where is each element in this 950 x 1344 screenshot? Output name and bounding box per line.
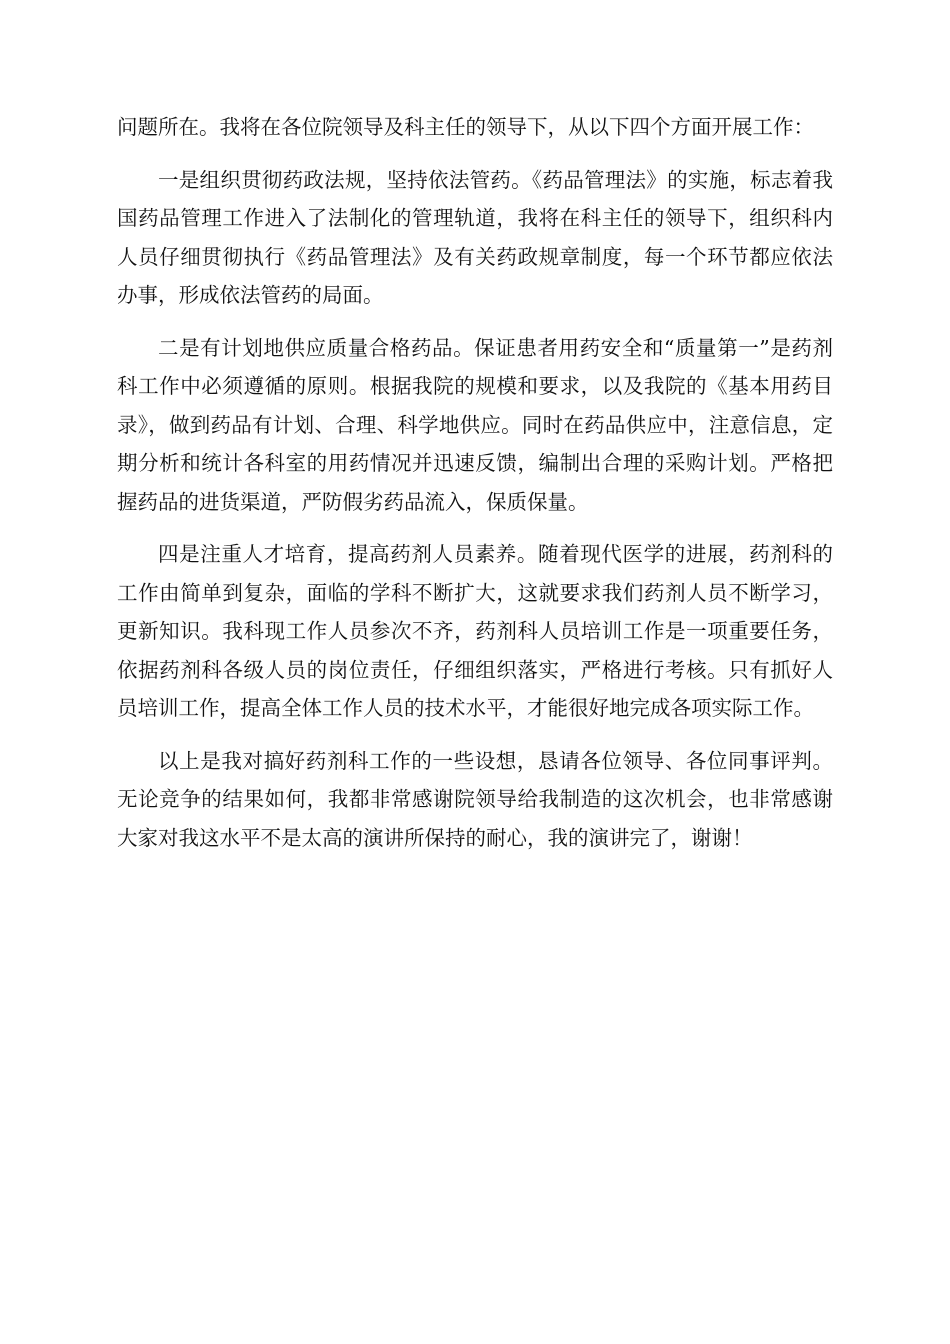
- paragraph-closing: 以上是我对搞好药剂科工作的一些设想，恳请各位领导、各位同事评判。无论竞争的结果如何，我都非常感谢院领导给我制造的这次机会，也非常感谢大家对我这水平不是太高的演讲所保持的耐心，我的演讲完了，谢谢！: [117, 748, 833, 850]
- document-body: [117, 108, 833, 871]
- paragraph-point-four: 四是注重人才培育，提高药剂人员素养。随着现代医学的进展，药剂科的工作由简单到复杂，面临的学科不断扩大，这就要求我们药剂人员不断学习，更新知识。我科现工作人员参次不齐，药剂科人员培训工作是一项重要任务，依据药剂科各级人员的岗位责任，仔细组织落实，严格进行考核。只有抓好人员培训工作，提高全体工作人员的技术水平，才能很好地完成各项实际工作。: [117, 542, 833, 720]
- paragraph-point-one: 一是组织贯彻药政法规，坚持依法管药。《药品管理法》的实施，标志着我国药品管理工作进入了法制化的管理轨道，我将在科主任的领导下，组织科内人员仔细贯彻执行《药品管理法》及有关药政规章制度，每一个环节都应依法办事，形成依法管药的局面。: [117, 167, 833, 307]
- paragraph-point-two: 二是有计划地供应质量合格药品。保证患者用药安全和“质量第一”是药剂科工作中必须遵循的原则。根据我院的规模和要求，以及我院的《基本用药目录》，做到药品有计划、合理、科学地供应。同时在药品供应中，注意信息，定期分析和统计各科室的用药情况并迅速反馈，编制出合理的采购计划。严格把握药品的进货渠道，严防假劣药品流入，保质保量。: [117, 335, 833, 514]
- paragraph-continuation: 问题所在。我将在各位院领导及科主任的领导下，从以下四个方面开展工作：: [117, 115, 814, 139]
